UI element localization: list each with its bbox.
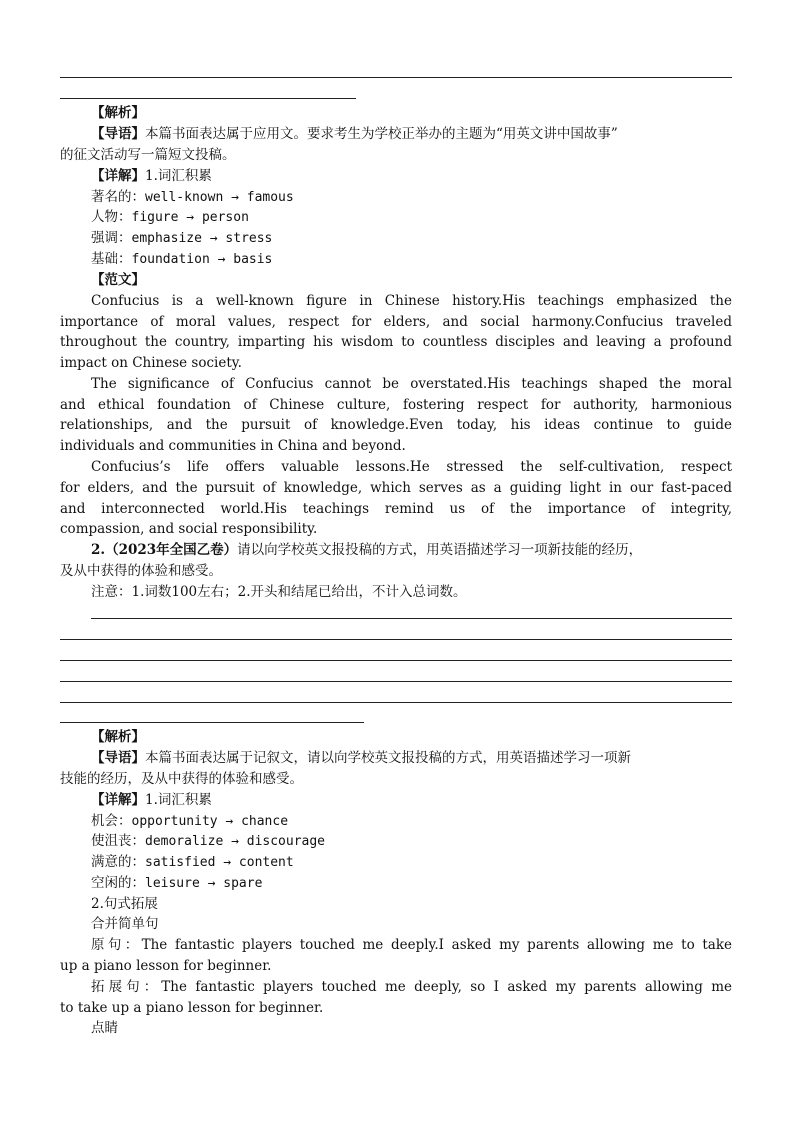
vocab-item <box>60 228 732 250</box>
question-prompt: 请以向学校英文报投稿的方式，用英语描述学习一项新技能的经历， <box>237 542 643 558</box>
original-sentence-line-1: 原句：The fantastic players touched me deeply.I asked my parents allowing me to take <box>91 937 732 953</box>
xiangjie-label: 【详解】 <box>91 168 145 184</box>
vocab-item <box>60 811 732 833</box>
answer-line <box>91 618 732 619</box>
essay-line: The significance of Confucius cannot be overstated.His teachings shaped the moral <box>91 376 732 392</box>
essay-line: throughout the country, imparting his wisdom to countless disciples and leaving a profound <box>60 334 732 350</box>
vocab-en: opportunity → chance <box>131 814 289 829</box>
extended-sentence-line-2: to take up a piano lesson for beginner. <box>60 1000 324 1016</box>
vocab-item <box>60 831 732 853</box>
vocab-en: well-known → famous <box>145 190 294 205</box>
vocab-en: figure → person <box>131 210 249 225</box>
daoyu-text: 本篇书面表达属于记叙文，请以向学校英文报投稿的方式，用英语描述学习一项新 <box>145 750 631 766</box>
xiangjie-text: 1.词汇积累 <box>145 792 212 808</box>
sentence-heading: 2.句式拓展 <box>91 896 158 912</box>
essay-line: Confucius is a well-known figure in Chinese history.His teachings emphasized the <box>91 293 732 309</box>
vocab-cn: 著名的： <box>91 189 145 205</box>
daoyu-line-1 <box>60 748 732 769</box>
daoyu-label: 【导语】 <box>91 126 145 142</box>
vocab-cn: 满意的： <box>91 854 145 870</box>
daoyu-label: 【导语】 <box>91 750 145 766</box>
jiexi-label: 【解析】 <box>91 105 145 121</box>
jiexi-heading <box>60 727 732 748</box>
vocab-item <box>60 187 732 209</box>
vocab-cn: 机会： <box>91 813 132 829</box>
merge-heading: 合并简单句 <box>91 916 159 932</box>
vocab-en: demoralize → discourage <box>145 834 326 849</box>
essay-line: relationships, and the pursuit of knowledge.Even today, his ideas continue to guide <box>60 417 732 433</box>
essay-line: Confucius’s life offers valuable lessons.He stressed the self-cultivation, respect <box>91 459 732 475</box>
answer-line <box>60 702 732 703</box>
vocab-en: satisfied → content <box>145 855 294 870</box>
question-note: 注意：1.词数100左右；2.开头和结尾已给出，不计入总词数。 <box>91 584 467 600</box>
vocab-cn: 使沮丧： <box>91 833 145 849</box>
answer-line <box>60 681 732 682</box>
vocab-item <box>60 249 732 271</box>
daoyu-line-2: 技能的经历，及从中获得的体验和感受。 <box>60 771 303 787</box>
answer-line <box>60 660 732 661</box>
essay-line: impact on Chinese society. <box>60 355 242 371</box>
essay-line: compassion, and social responsibility. <box>60 521 318 537</box>
xiangjie-line <box>60 166 732 187</box>
original-sentence-line-2: up a piano lesson for beginner. <box>60 958 272 974</box>
vocab-item <box>60 873 732 895</box>
xiangjie-text: 1.词汇积累 <box>145 168 212 184</box>
jiexi-heading <box>60 103 732 124</box>
essay-line: and ethical foundation of Chinese culture, fostering respect for authority, harmonious <box>60 397 732 413</box>
jiexi-label: 【解析】 <box>91 729 145 745</box>
vocab-item <box>60 852 732 874</box>
vocab-cn: 空闲的： <box>91 875 145 891</box>
vocab-cn: 人物： <box>91 209 132 225</box>
answer-line <box>60 722 364 723</box>
daoyu-text: 本篇书面表达属于应用文。要求考生为学校正举办的主题为“用英文讲中国故事” <box>145 126 618 142</box>
essay-line: for elders, and the pursuit of knowledge, which serves as a guiding light in our fast-paced <box>60 480 732 496</box>
question-2-line-1 <box>60 540 732 561</box>
question-source: （2023年全国乙卷） <box>105 542 238 558</box>
question-number: 2. <box>91 542 106 558</box>
vocab-cn: 强调： <box>91 230 132 246</box>
daoyu-line-2: 的征文活动写一篇短文投稿。 <box>60 147 236 163</box>
answer-line <box>60 77 732 78</box>
dianjing-heading: 点睛 <box>91 1020 118 1036</box>
fanwen-label: 【范文】 <box>91 272 145 288</box>
daoyu-line-1 <box>60 124 732 145</box>
vocab-cn: 基础： <box>91 251 132 267</box>
essay-line: individuals and communities in China and beyond. <box>60 438 406 454</box>
essay-line: importance of moral values, respect for elders, and social harmony.Confucius traveled <box>60 314 732 330</box>
extended-sentence-line-1: 拓展句：The fantastic players touched me deeply, so I asked my parents allowing me <box>91 979 732 995</box>
vocab-en: emphasize → stress <box>131 231 273 246</box>
xiangjie-label: 【详解】 <box>91 792 145 808</box>
xiangjie-line <box>60 790 732 811</box>
question-2-line-2: 及从中获得的体验和感受。 <box>60 563 222 579</box>
vocab-en: leisure → spare <box>145 876 263 891</box>
vocab-en: foundation → basis <box>131 252 273 267</box>
answer-line <box>60 98 356 99</box>
vocab-item <box>60 207 732 229</box>
essay-line: and interconnected world.His teachings remind us of the importance of integrity, <box>60 501 732 517</box>
fanwen-heading <box>60 270 732 291</box>
answer-line <box>60 639 732 640</box>
